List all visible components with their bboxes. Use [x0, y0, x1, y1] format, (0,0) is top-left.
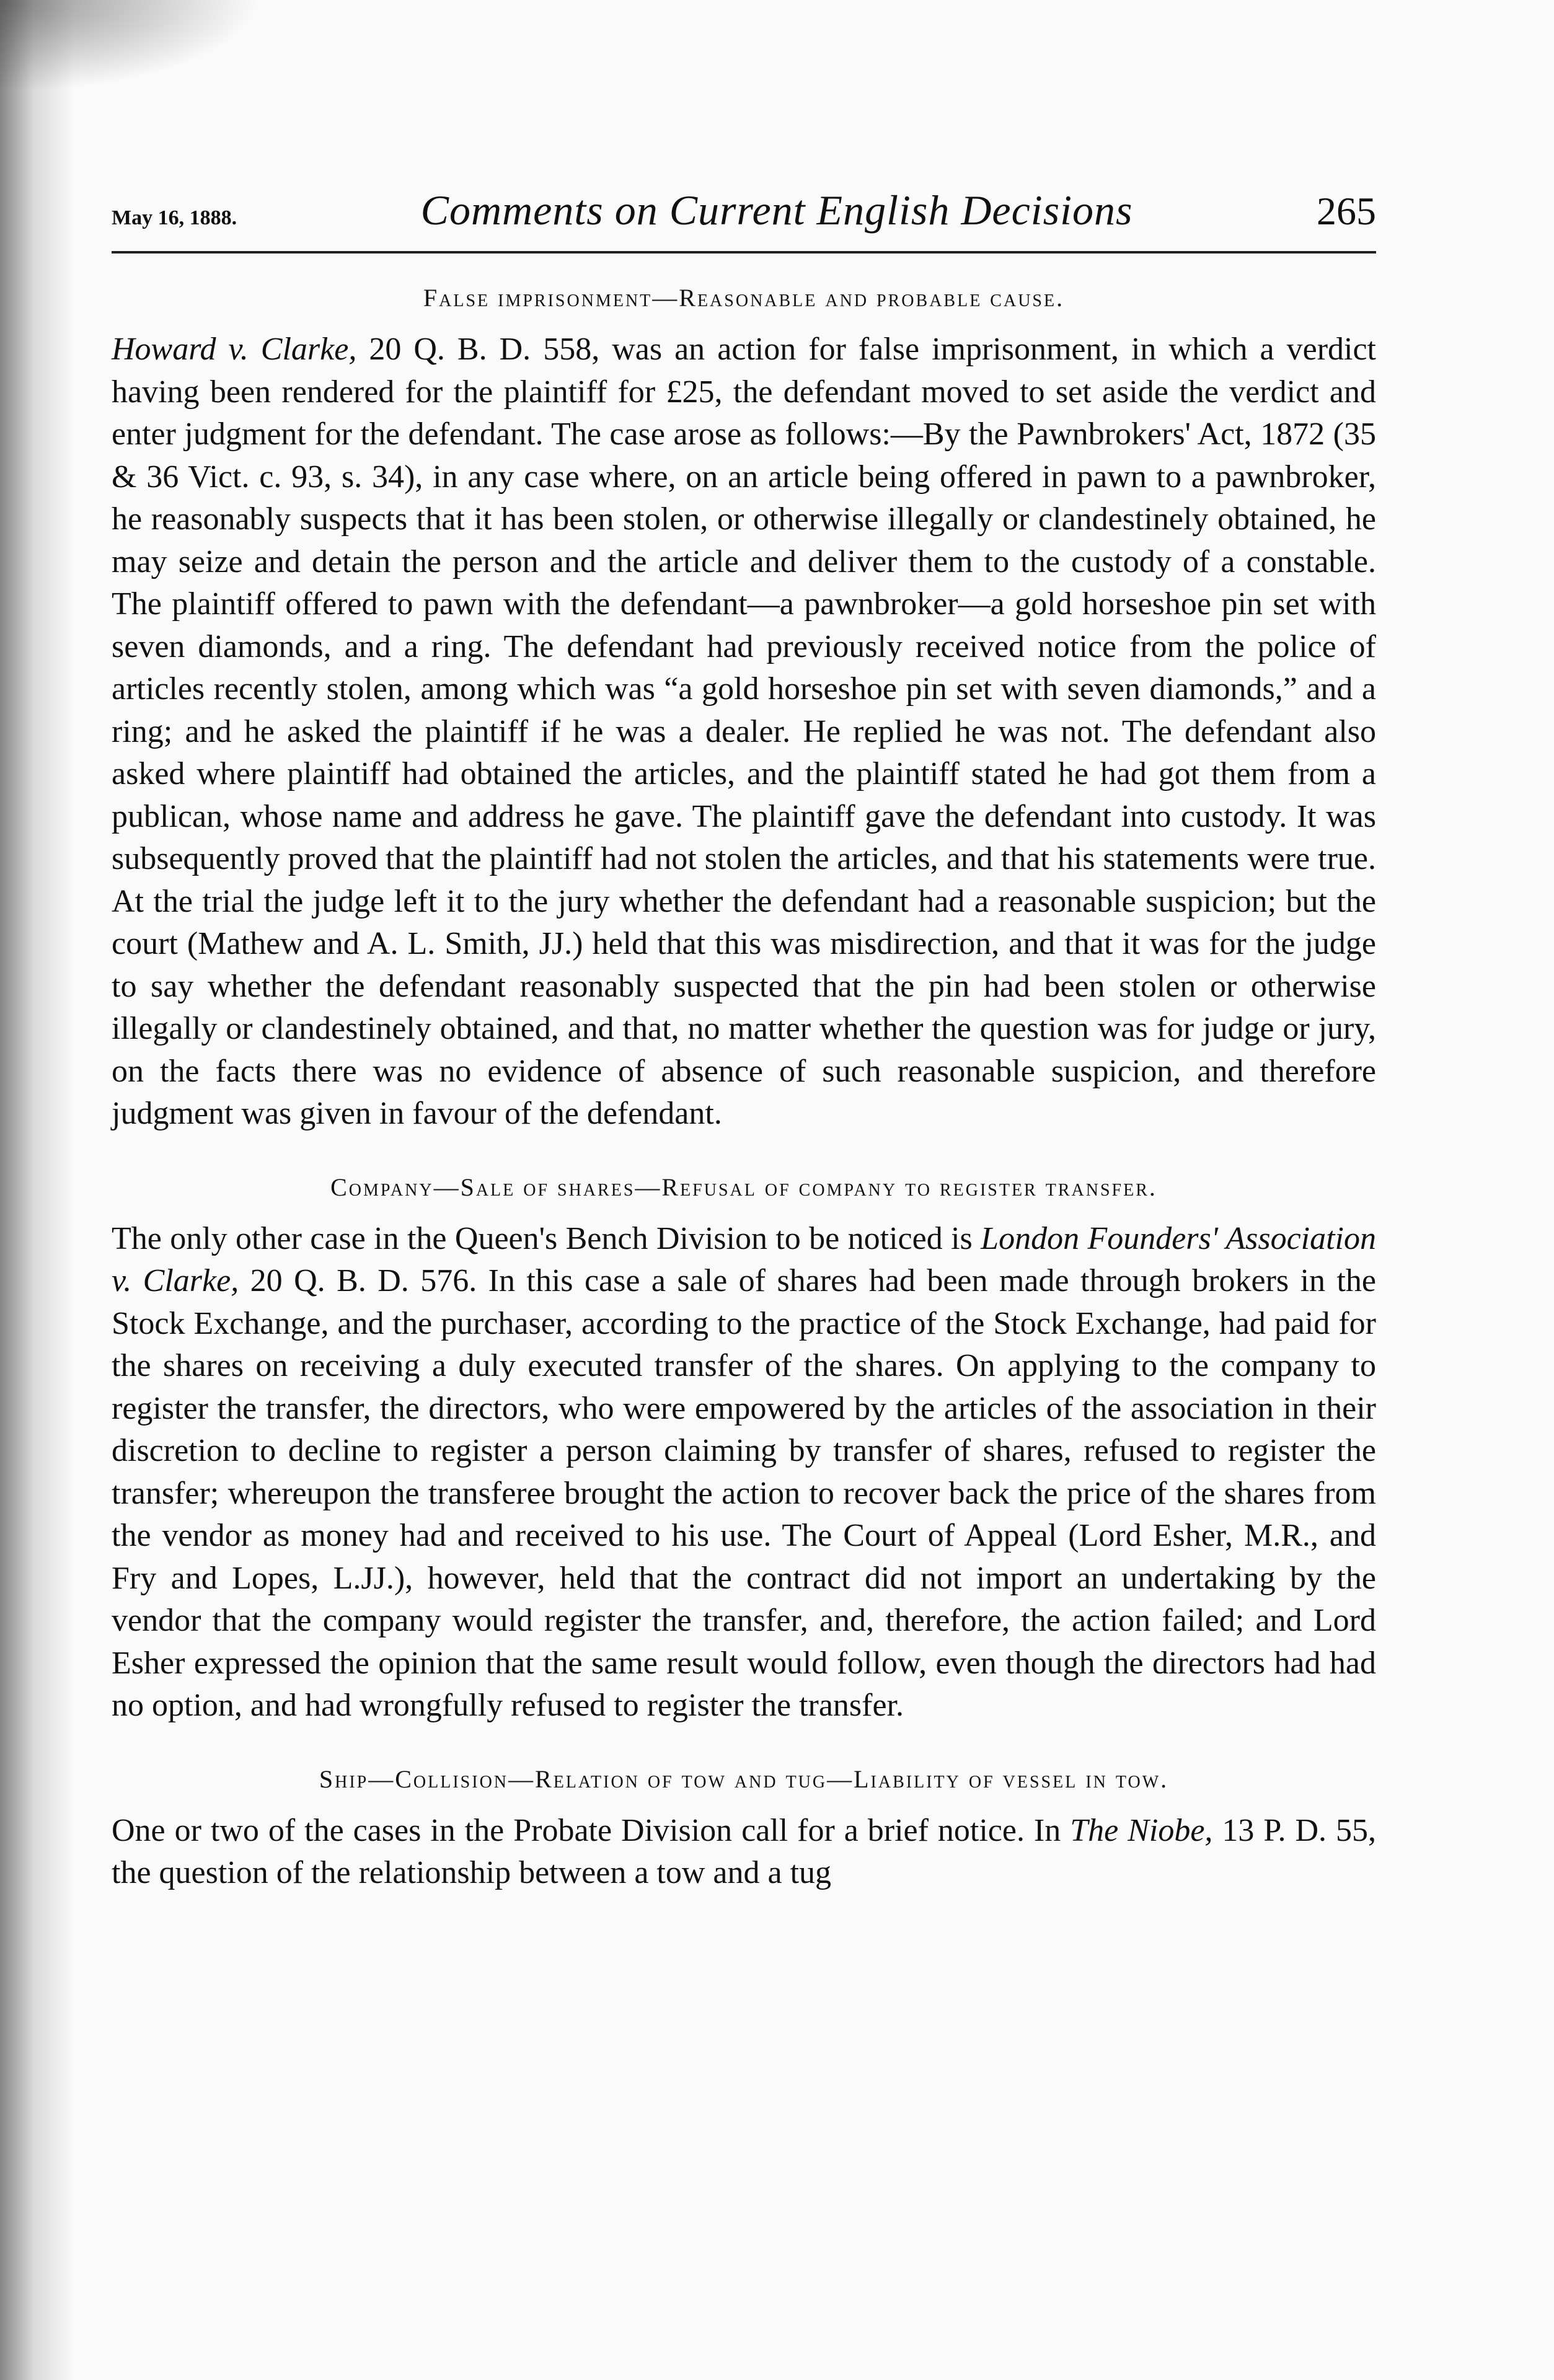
- section-heading-false-imprisonment: False imprisonment—Reasonable and probable cause.: [423, 284, 1065, 312]
- page-number: 265: [1317, 189, 1376, 233]
- scan-edge-shadow: [0, 0, 74, 2380]
- paragraph-the-niobe: [112, 1810, 1376, 1895]
- paragraph-howard-v-clarke: [112, 328, 1376, 1135]
- case-name: London Founders' Association v. Clarke,: [112, 1220, 1377, 1298]
- paragraph-intro: The only other case in the Queen's Bench Division to be noticed is: [112, 1220, 981, 1256]
- header-title: Comments on Current English Decisions: [420, 187, 1133, 234]
- paragraph-body: 20 Q. B. D. 558, was an action for false imprisonment, in which a verdict having been rendered for the plaintiff for £25, the defendant moved to set aside the verdict and enter judgment for the defendant. The case arose as follows:—By the Pawnbrokers' Act, 1872 (35 & 36 Vict. c. 93, s. 34), in any case where, on an article being offered in pawn to a pawnbroker, he reasonably suspects that it has been stolen, or otherwise illegally or clandestinely obtained, he may seize and detain the person and the article and deliver them to the custody of a constable. The plaintiff offered to pawn with the defendant—a pawnbroker—a gold horseshoe pin set with seven diamonds, and a ring. The defendant had previously received notice from the police of articles recently stolen, among which was “a gold horseshoe pin set with seven diamonds,” and a ring; and he asked the plaintiff if he was a dealer. He replied he was not. The defendant also asked where plaintiff had obtained the articles, and the plaintiff stated he had got them from a publican, whose name and address he gave. The plaintiff gave the defendant into custody. It was subsequently proved that the plaintiff had not stolen the articles, and that his statements were true. At the trial the judge left it to the jury whether the defendant had a reasonable suspicion; but the court (Mathew and A. L. Smith, JJ.) held that this was misdirection, and that it was for the judge to say whether the defendant reasonably suspected that the pin had been stolen or otherwise illegally or clandestinely obtained, and that, no matter whether the question was for judge or jury, on the facts there was no evidence of absence of such reasonable suspicion, and therefore judgment was given in favour of the defendant.: [112, 332, 1376, 1131]
- scan-corner-shadow: [0, 0, 260, 93]
- paragraph-body: 13 P. D. 55, the question of the relationship between a tow and a tug: [112, 1812, 1376, 1890]
- case-name: Howard v. Clarke,: [112, 332, 357, 367]
- case-name: The Niobe,: [1070, 1812, 1213, 1848]
- paragraph-body: 20 Q. B. D. 576. In this case a sale of shares had been made through brokers in the Stock Exchange, and the purchaser, according to the practice of the Stock Exchange, had paid for the shares on receiving a duly executed transfer of the shares. On applying to the company to register the transfer, the directors, who were empowered by the articles of the association in their discretion to decline to register a person claiming by transfer of shares, refused to register the transfer; whereupon the transferee brought the action to recover back the price of the shares from the vendor as money had and received to his use. The Court of Appeal (Lord Esher, M.R., and Fry and Lopes, L.JJ.), however, held that the contract did not import an undertaking by the vendor that the company would register the transfer, and, therefore, the action failed; and Lord Esher expressed the opinion that the same result would follow, even though the directors had had no option, and had wrongfully refused to register the transfer.: [112, 1263, 1377, 1723]
- paragraph-london-founders: [112, 1218, 1376, 1727]
- section-heading-ship-collision: Ship—Collision—Relation of tow and tug—Liability of vessel in tow.: [319, 1765, 1169, 1793]
- paragraph-intro: One or two of the cases in the Probate Division call for a brief notice. In: [112, 1812, 1071, 1848]
- running-header: [112, 186, 1376, 253]
- header-date: May 16, 1888.: [112, 206, 237, 229]
- section-heading-company-shares: Company—Sale of shares—Refusal of company to register transfer.: [330, 1173, 1157, 1201]
- document-page: [112, 186, 1376, 1895]
